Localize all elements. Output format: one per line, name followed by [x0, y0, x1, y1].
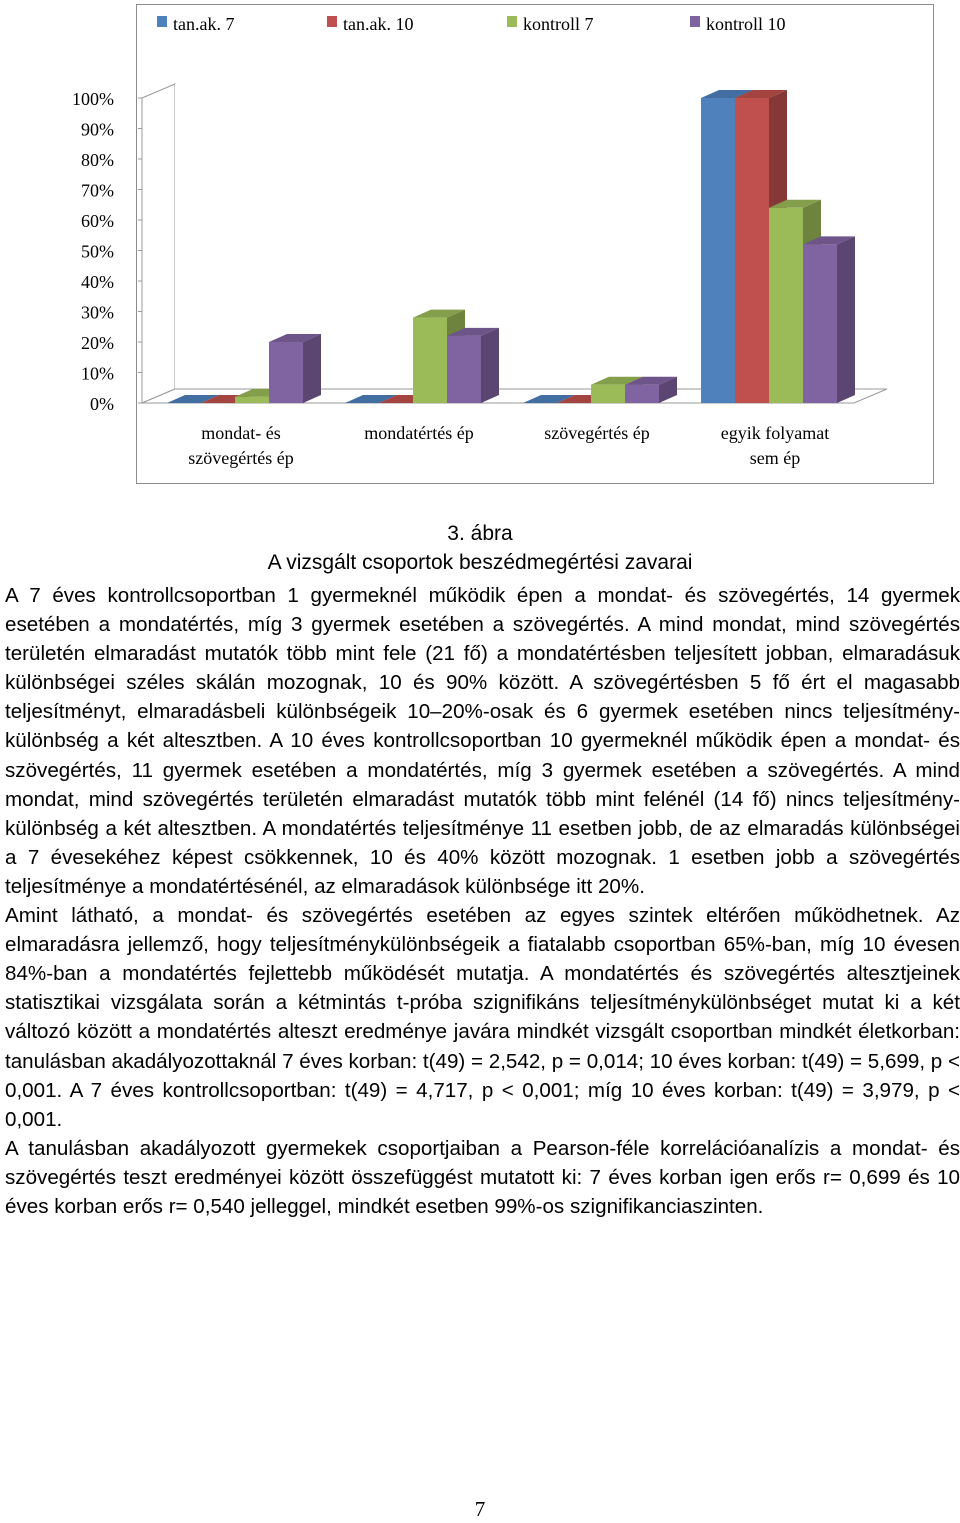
y-tick-label: 40%	[81, 272, 114, 292]
figure-title: A vizsgált csoportok beszédmegértési zavarai	[267, 551, 693, 574]
chart-frame	[72, 4, 934, 484]
y-tick-label: 0%	[90, 394, 114, 414]
bar	[447, 336, 481, 403]
y-tick-label: 50%	[81, 241, 114, 262]
y-tick-label: 90%	[81, 119, 114, 140]
y-tick-label: 10%	[81, 363, 114, 384]
bar	[413, 318, 447, 403]
bar	[235, 397, 269, 403]
y-tick-label: 100%	[72, 89, 114, 109]
y-tick-label: 80%	[81, 150, 114, 170]
y-tick-label: 60%	[81, 211, 114, 231]
y-tick-label: 70%	[81, 180, 114, 201]
page-number: 7	[474, 1497, 486, 1521]
x-tick-label: mondatértés ép	[364, 423, 474, 443]
legend-swatch	[327, 16, 337, 27]
bar-side	[303, 334, 321, 403]
paragraph-3: A tanulásban akadályozott gyermekek csoportjaiban a Pearson-féle korrelációanalízis a mondat- és szövegértés teszt eredményei között összefüggést mutatott ki: 7 éves korban igen erős r= 0,699 és 10 éves korban erős r= 0,540 jelleggel, mindkét esetben 99%-os szignifikanciaszinten.	[5, 1136, 960, 1218]
paragraph-1: A 7 éves kontrollcsoportban 1 gyermeknél működik épen a mondat- és szövegértés, 14 gyermek esetében a mondatértés, míg 3 gyermek esetében a szövegértés. A mind mondat, mind szövegértés területén elmaradást mutatók több mint fele (21 fő) a mondatértésben teljesített jobban, elmaradásuk különbségei széles skálán mozognak, 10 és 90% között. A szövegértésben 5 fő ért el magasabb teljesítményt, elmaradásbeli különbségeik 10–20%-osak és 6 gyermek esetében nincs teljesítmény-különbség a két altesztben. A 10 éves kontrollcsoportban 10 gyermeknél működik épen a mondat- és szövegértés, 11 gyermek esetében a mondatértés, míg 3 gyermek esetében a szövegértés. A mind mondat, mind szövegértés területén elmaradást mutatók több mint felénél (14 fő) nincs teljesítmény-különbség a két altesztben. A mondatértés teljesítménye 11 esetben jobb, de az elmaradás különbségei a 7 évesekéhez képest csökkennek, 10 és 40% között mozognak. 1 esetben jobb a szövegértés teljesítménye a mondatértésénél, az elmaradások különbsége itt 20%.	[5, 584, 960, 898]
bar	[591, 385, 625, 403]
bar-chart	[72, 5, 935, 485]
legend-swatch	[157, 16, 167, 27]
legend-swatch	[690, 16, 700, 27]
y-tick-label: 20%	[81, 333, 114, 353]
bar	[269, 342, 303, 403]
x-tick-label: egyik folyamat	[720, 423, 830, 443]
legend-label: tan.ak. 10	[343, 14, 414, 34]
paragraph-2: Amint látható, a mondat- és szövegértés esetében az egyes szintek eltérően működhetnek. Az elmaradásra jellemző, hogy teljesítménykülönbségeik a fiatalabb csoportban 65%-ban, míg 10 évesen 84%-ban a mondatértés fejlettebb működését mutatja. A mondatértés és szövegértés altesztjeinek statisztikai vizsgálata során a kétmintás t-próba szignifikáns teljesítménykülönbséget mutat ki a két változó között a mondatértés alteszt eredménye javára mindkét vizsgált csoportban mindkét életkorban: tanulásban akadályozottaknál 7 éves korban: t(49) = 2,542, p = 0,014; 10 éves korban: t(49) = 5,699, p < 0,001. A 7 éves kontrollcsoportban: t(49) = 4,717, p < 0,001; míg 10 éves korban: t(49) = 3,979, p < 0,001.	[5, 904, 960, 1131]
bar	[701, 98, 735, 403]
side-wall	[142, 84, 175, 403]
legend-label: tan.ak. 7	[173, 14, 235, 34]
y-tick-label: 30%	[81, 302, 114, 323]
x-tick-label: szövegértés ép	[544, 423, 650, 443]
x-tick-label: szövegértés ép	[188, 448, 294, 468]
x-tick-label: sem ép	[749, 448, 801, 468]
bar	[769, 208, 803, 403]
bar-side	[837, 236, 855, 403]
legend-label: kontroll 7	[523, 14, 594, 34]
bar-side	[481, 328, 499, 403]
x-tick-label: mondat- és	[201, 423, 281, 443]
legend-label: kontroll 10	[706, 14, 786, 34]
body-text	[5, 581, 960, 1221]
legend-swatch	[507, 16, 517, 27]
bar	[735, 98, 769, 403]
bar	[625, 385, 659, 403]
figure-number: 3. ábra	[447, 522, 513, 545]
bar	[803, 244, 837, 403]
